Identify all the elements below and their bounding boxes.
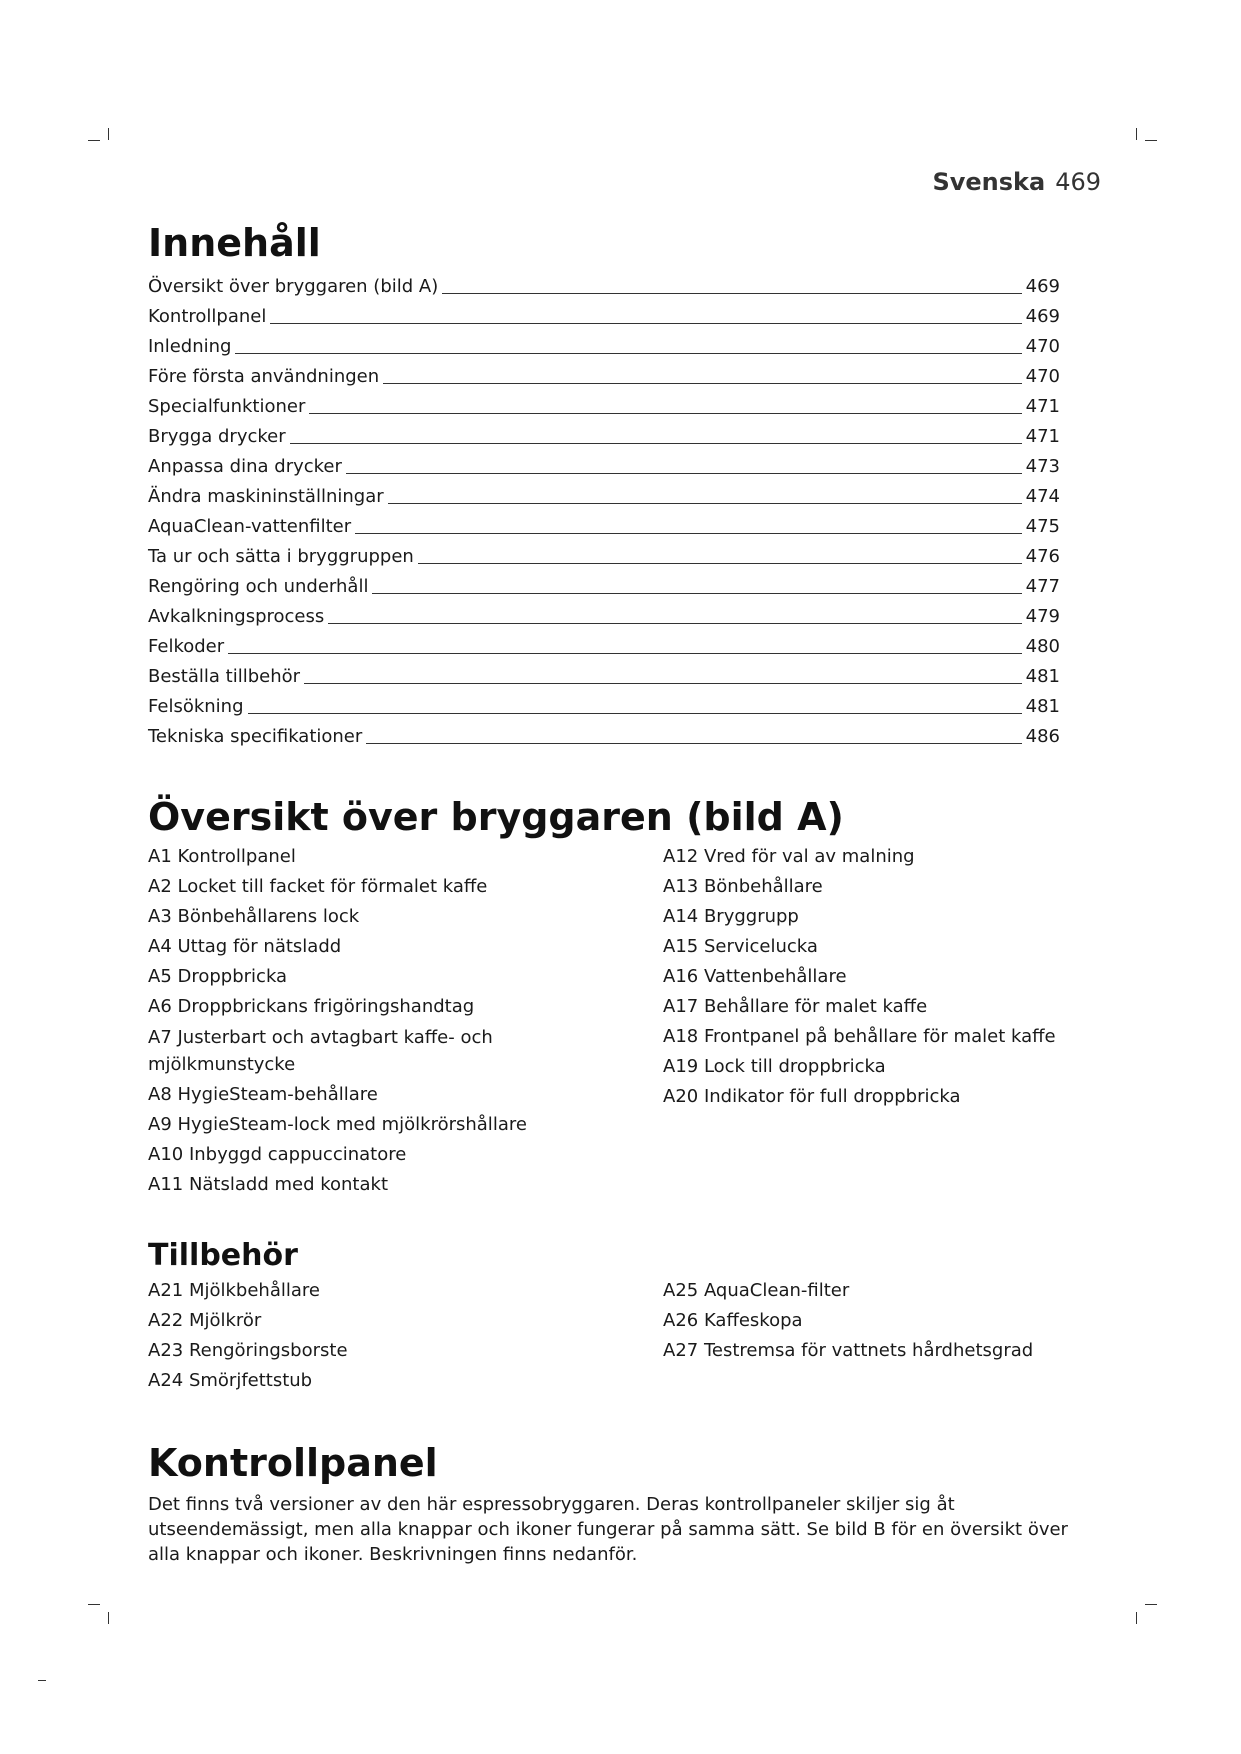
toc-leader-line bbox=[383, 383, 1021, 384]
toc-leader-line bbox=[372, 593, 1021, 594]
toc-entry[interactable] bbox=[148, 510, 1060, 540]
toc-entry-title: Tekniska specifikationer bbox=[148, 726, 363, 747]
toc-entry-page: 477 bbox=[1025, 576, 1060, 597]
accessory-item: A25 AquaClean-filter bbox=[663, 1280, 850, 1301]
overview-item: A20 Indikator för full droppbricka bbox=[663, 1086, 961, 1107]
toc-entry-title: Anpassa dina drycker bbox=[148, 456, 342, 477]
toc-entry[interactable] bbox=[148, 630, 1060, 660]
overview-item: A9 HygieSteam-lock med mjölkrörshållare bbox=[148, 1114, 527, 1135]
toc-entry-page: 470 bbox=[1025, 336, 1060, 357]
toc-leader-line bbox=[235, 353, 1021, 354]
toc-entry-title: Ta ur och sätta i bryggruppen bbox=[148, 546, 414, 567]
toc-leader-line bbox=[248, 713, 1022, 714]
toc-entry[interactable] bbox=[148, 450, 1060, 480]
toc-leader-line bbox=[304, 683, 1022, 684]
toc-entry-title: Översikt över bryggaren (bild A) bbox=[148, 276, 439, 297]
overview-right-column bbox=[663, 842, 1060, 1200]
overview-item: A12 Vred för val av malning bbox=[663, 846, 915, 867]
overview-item: A6 Droppbrickans frigöringshandtag bbox=[148, 996, 475, 1017]
toc-entry-title: Avkalkningsprocess bbox=[148, 606, 325, 627]
overview-item: A1 Kontrollpanel bbox=[148, 846, 296, 867]
toc-entry-title: Före första användningen bbox=[148, 366, 380, 387]
toc-entry-page: 479 bbox=[1025, 606, 1060, 627]
toc-entry-page: 470 bbox=[1025, 366, 1060, 387]
overview-item: A16 Vattenbehållare bbox=[663, 966, 847, 987]
overview-item: A8 HygieSteam-behållare bbox=[148, 1084, 378, 1105]
toc-entry-title: Specialfunktioner bbox=[148, 396, 306, 417]
accessory-item: A27 Testremsa för vattnets hårdhetsgrad bbox=[663, 1340, 1034, 1361]
toc-entry[interactable] bbox=[148, 660, 1060, 690]
overview-item: A10 Inbyggd cappuccinatore bbox=[148, 1144, 407, 1165]
crop-mark-bottom bbox=[38, 1680, 46, 1681]
toc-leader-line bbox=[388, 503, 1022, 504]
toc-entry-title: Rengöring och underhåll bbox=[148, 576, 369, 597]
toc-entry-title: Felkoder bbox=[148, 636, 225, 657]
control-panel-title: Kontrollpanel bbox=[148, 1441, 438, 1485]
toc-entry[interactable] bbox=[148, 600, 1060, 630]
overview-item: A15 Servicelucka bbox=[663, 936, 818, 957]
toc-entry[interactable] bbox=[148, 270, 1060, 300]
toc-entry-page: 471 bbox=[1025, 396, 1060, 417]
header-page-number: 469 bbox=[1055, 168, 1101, 196]
toc-entry-title: Felsökning bbox=[148, 696, 244, 717]
accessory-item: A21 Mjölkbehållare bbox=[148, 1280, 320, 1301]
accessories-right-column bbox=[663, 1276, 1060, 1396]
toc-entry[interactable] bbox=[148, 300, 1060, 330]
accessory-item: A26 Kaffeskopa bbox=[663, 1310, 803, 1331]
overview-item: A5 Droppbricka bbox=[148, 966, 288, 987]
toc-entry-title: AquaClean-vattenfilter bbox=[148, 516, 352, 537]
page-content bbox=[148, 218, 1068, 1567]
toc-leader-line bbox=[290, 443, 1022, 444]
overview-item: A19 Lock till droppbricka bbox=[663, 1056, 886, 1077]
overview-item: A2 Locket till facket för förmalet kaffe bbox=[148, 876, 488, 897]
crop-mark-br-h bbox=[1145, 1604, 1157, 1605]
toc-entry-page: 481 bbox=[1025, 696, 1060, 717]
toc-entry[interactable] bbox=[148, 390, 1060, 420]
toc-leader-line bbox=[228, 653, 1022, 654]
toc-entry-page: 475 bbox=[1025, 516, 1060, 537]
toc-leader-line bbox=[309, 413, 1021, 414]
toc-leader-line bbox=[270, 323, 1021, 324]
toc-entry-page: 486 bbox=[1025, 726, 1060, 747]
toc-entry[interactable] bbox=[148, 330, 1060, 360]
accessories-columns bbox=[148, 1276, 1060, 1396]
crop-mark-bl-h bbox=[88, 1604, 100, 1605]
toc-leader-line bbox=[418, 563, 1022, 564]
overview-item: A3 Bönbehållarens lock bbox=[148, 906, 360, 927]
toc-list bbox=[148, 270, 1060, 750]
overview-columns bbox=[148, 842, 1060, 1200]
toc-entry[interactable] bbox=[148, 720, 1060, 750]
toc-entry-page: 471 bbox=[1025, 426, 1060, 447]
toc-entry-page: 474 bbox=[1025, 486, 1060, 507]
crop-mark-tl-v bbox=[108, 128, 109, 140]
toc-entry-title: Beställa tillbehör bbox=[148, 666, 301, 687]
toc-entry-page: 481 bbox=[1025, 666, 1060, 687]
toc-entry-page: 473 bbox=[1025, 456, 1060, 477]
overview-item: A17 Behållare för malet kaffe bbox=[663, 996, 928, 1017]
overview-item: A13 Bönbehållare bbox=[663, 876, 823, 897]
header-language: Svenska bbox=[932, 168, 1046, 196]
overview-left-column bbox=[148, 842, 663, 1200]
toc-entry[interactable] bbox=[148, 360, 1060, 390]
toc-leader-line bbox=[346, 473, 1022, 474]
overview-item: A11 Nätsladd med kontakt bbox=[148, 1174, 389, 1195]
toc-leader-line bbox=[442, 293, 1021, 294]
toc-entry-page: 476 bbox=[1025, 546, 1060, 567]
toc-entry[interactable] bbox=[148, 420, 1060, 450]
accessory-item: A24 Smörjfettstub bbox=[148, 1370, 313, 1391]
toc-entry-title: Ändra maskininställningar bbox=[148, 486, 384, 507]
toc-leader-line bbox=[355, 533, 1022, 534]
accessories-left-column bbox=[148, 1276, 663, 1396]
overview-title: Översikt över bryggaren (bild A) bbox=[148, 795, 844, 839]
accessories-title: Tillbehör bbox=[148, 1238, 298, 1273]
toc-entry-title: Kontrollpanel bbox=[148, 306, 267, 327]
toc-leader-line bbox=[328, 623, 1021, 624]
control-panel-text: Det finns två versioner av den här espressobryggaren. Deras kontrollpaneler skiljer sig åt utseendemässigt, men alla knappar och ikoner fungerar på samma sätt. Se bild B för en översikt över alla knappar och ikoner. Beskrivningen finns nedanför. bbox=[148, 1494, 1068, 1565]
toc-entry-title: Brygga drycker bbox=[148, 426, 286, 447]
page-header bbox=[932, 168, 1101, 196]
toc-title: Innehåll bbox=[148, 221, 321, 265]
accessory-item: A23 Rengöringsborste bbox=[148, 1340, 348, 1361]
toc-entry[interactable] bbox=[148, 570, 1060, 600]
crop-mark-tl-h bbox=[88, 140, 100, 141]
crop-mark-tr-v bbox=[1136, 128, 1137, 140]
toc-entry[interactable] bbox=[148, 480, 1060, 510]
overview-item: A4 Uttag för nätsladd bbox=[148, 936, 342, 957]
overview-item: A7 Justerbart och avtagbart kaffe- och mjölkmunstycke bbox=[148, 1027, 493, 1075]
toc-entry-title: Inledning bbox=[148, 336, 232, 357]
toc-entry-page: 480 bbox=[1025, 636, 1060, 657]
toc-entry[interactable] bbox=[148, 690, 1060, 720]
toc-entry-page: 469 bbox=[1025, 306, 1060, 327]
crop-mark-tr-h bbox=[1145, 140, 1157, 141]
toc-entry[interactable] bbox=[148, 540, 1060, 570]
overview-item: A14 Bryggrupp bbox=[663, 906, 799, 927]
toc-leader-line bbox=[366, 743, 1021, 744]
toc-entry-page: 469 bbox=[1025, 276, 1060, 297]
overview-item: A18 Frontpanel på behållare för malet kaffe bbox=[663, 1026, 1056, 1047]
crop-mark-bl-v bbox=[108, 1612, 109, 1624]
crop-mark-br-v bbox=[1136, 1612, 1137, 1624]
accessory-item: A22 Mjölkrör bbox=[148, 1310, 262, 1331]
